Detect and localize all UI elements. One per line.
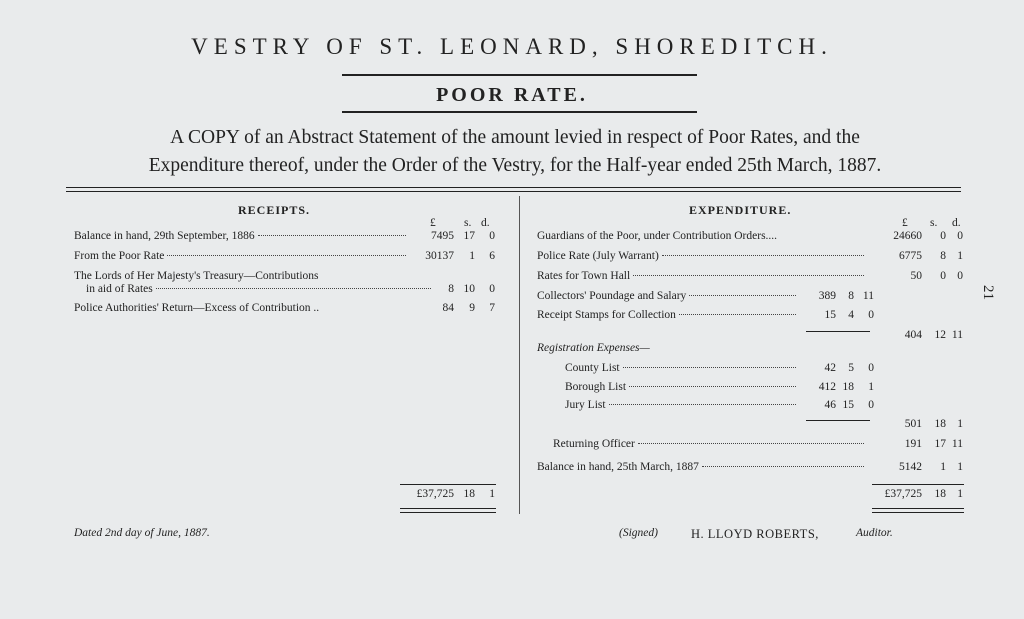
returning-officer-pence: 11 (951, 438, 963, 450)
expenditure-pence: 0 (957, 270, 963, 282)
expenditure-total-rule-1 (872, 508, 964, 509)
subtotal2-rule (806, 420, 870, 421)
returning-officer-pounds: 191 (904, 438, 922, 450)
receipt-row-label: Police Authorities' Return—Excess of Contribution .. (74, 302, 320, 314)
receipt-pounds: 84 (442, 302, 454, 314)
column-separator (519, 196, 520, 514)
expenditure-total-shillings: 18 (934, 488, 946, 500)
subtotal1-rule (806, 331, 870, 332)
expenditure-sub-pounds: 389 (818, 290, 836, 302)
subtotal2-pence: 1 (957, 418, 963, 430)
receipts-shillings-header: s. (464, 217, 472, 229)
registration-pounds: 412 (818, 381, 836, 393)
receipts-total-rule-1 (400, 508, 496, 509)
registration-shillings: 5 (848, 362, 854, 374)
receipt-shillings: 9 (469, 302, 475, 314)
receipt-row-label-continued: in aid of Rates (86, 283, 434, 295)
registration-shillings: 18 (842, 381, 854, 393)
receipt-shillings: 10 (463, 283, 475, 295)
document-title: VESTRY OF ST. LEONARD, SHOREDITCH. (191, 34, 833, 59)
receipt-pence: 7 (489, 302, 495, 314)
registration-heading: Registration Expenses— (537, 342, 650, 354)
intro-line-1: A COPY of an Abstract Statement of the amount levied in respect of Poor Rates, and the (170, 127, 860, 148)
receipt-pounds: 8 (448, 283, 454, 295)
expenditure-shillings-header: s. (930, 217, 938, 229)
receipt-shillings: 1 (469, 250, 475, 262)
expenditure-pence: 1 (957, 250, 963, 262)
expenditure-pounds: 6775 (899, 250, 922, 262)
registration-pounds: 46 (824, 399, 836, 411)
receipts-total-rule-2 (400, 512, 496, 513)
expenditure-total-rule-top (872, 484, 964, 485)
expenditure-sub-pence: 11 (862, 290, 874, 302)
signer-role: Auditor. (856, 527, 893, 539)
receipt-row-label: From the Poor Rate (74, 250, 409, 262)
receipt-pence: 0 (489, 230, 495, 242)
expenditure-pounds: 50 (910, 270, 922, 282)
expenditure-row-label: Collectors' Poundage and Salary (537, 290, 799, 302)
expenditure-total-pence: 1 (957, 488, 963, 500)
document-subtitle: POOR RATE. (436, 84, 588, 106)
intro-line-2: Expenditure thereof, under the Order of the Vestry, for the Half-year ended 25th March, 1887. (148, 155, 882, 176)
registration-pence: 0 (868, 399, 874, 411)
expenditure-row-label: Guardians of the Poor, under Contribution Orders.... (537, 230, 778, 242)
receipts-heading: RECEIPTS. (238, 203, 311, 217)
receipt-pounds: 30137 (425, 250, 454, 262)
top-double-rule-2 (66, 191, 961, 192)
closing-balance-pounds: 5142 (899, 461, 922, 473)
subtotal1-shillings: 12 (934, 329, 946, 341)
subtotal2-shillings: 18 (934, 418, 946, 430)
receipt-pence: 0 (489, 283, 495, 295)
registration-row-label: Borough List (565, 381, 799, 393)
registration-pence: 0 (868, 362, 874, 374)
registration-row-label: County List (565, 362, 799, 374)
subtotal2-pounds: 501 (904, 418, 922, 430)
registration-shillings: 15 (842, 399, 854, 411)
expenditure-row-label: Rates for Town Hall (537, 270, 867, 282)
expenditure-pence: 0 (957, 230, 963, 242)
expenditure-sub-pounds: 15 (824, 309, 836, 321)
receipts-pounds-header: £ (430, 217, 436, 229)
signed-label: (Signed) (619, 527, 658, 539)
expenditure-sub-shillings: 8 (848, 290, 854, 302)
expenditure-pounds-header: £ (902, 217, 908, 229)
dated-line: Dated 2nd day of June, 1887. (74, 527, 210, 539)
closing-balance-label: Balance in hand, 25th March, 1887 (537, 461, 867, 473)
receipts-total-rule-top (400, 484, 496, 485)
expenditure-heading: EXPENDITURE. (689, 203, 792, 217)
returning-officer-shillings: 17 (934, 438, 946, 450)
expenditure-total-rule-2 (872, 512, 964, 513)
title-rule (342, 74, 697, 76)
receipt-pence: 6 (489, 250, 495, 262)
top-double-rule-1 (66, 187, 961, 188)
receipts-pence-header: d. (481, 217, 490, 229)
receipts-total-shillings: 18 (463, 488, 475, 500)
receipt-shillings: 17 (463, 230, 475, 242)
expenditure-shillings: 0 (940, 230, 946, 242)
intro-paragraph (60, 124, 970, 180)
receipts-total-pence: 1 (489, 488, 495, 500)
returning-officer-label: Returning Officer (553, 438, 867, 450)
expenditure-sub-shillings: 4 (848, 309, 854, 321)
receipt-row-label: Balance in hand, 29th September, 1886 (74, 230, 409, 242)
subtotal1-pounds: 404 (904, 329, 922, 341)
expenditure-sub-pence: 0 (868, 309, 874, 321)
receipt-pounds: 7495 (431, 230, 454, 242)
receipt-row-label: The Lords of Her Majesty's Treasury—Contributions (74, 270, 319, 282)
registration-row-label: Jury List (565, 399, 799, 411)
expenditure-row-label: Police Rate (July Warrant) (537, 250, 867, 262)
expenditure-shillings: 0 (940, 270, 946, 282)
expenditure-shillings: 8 (940, 250, 946, 262)
registration-pounds: 42 (824, 362, 836, 374)
closing-balance-shillings: 1 (940, 461, 946, 473)
subtitle-rule (342, 111, 697, 113)
expenditure-pence-header: d. (952, 217, 961, 229)
expenditure-pounds: 24660 (893, 230, 922, 242)
registration-pence: 1 (868, 381, 874, 393)
expenditure-total-pounds: £37,725 (884, 488, 922, 500)
signer-name: H. LLOYD ROBERTS, (691, 527, 819, 541)
page-number: 21 (980, 285, 996, 300)
closing-balance-pence: 1 (957, 461, 963, 473)
expenditure-row-label: Receipt Stamps for Collection (537, 309, 799, 321)
receipts-total-pounds: £37,725 (416, 488, 454, 500)
subtotal1-pence: 11 (951, 329, 963, 341)
